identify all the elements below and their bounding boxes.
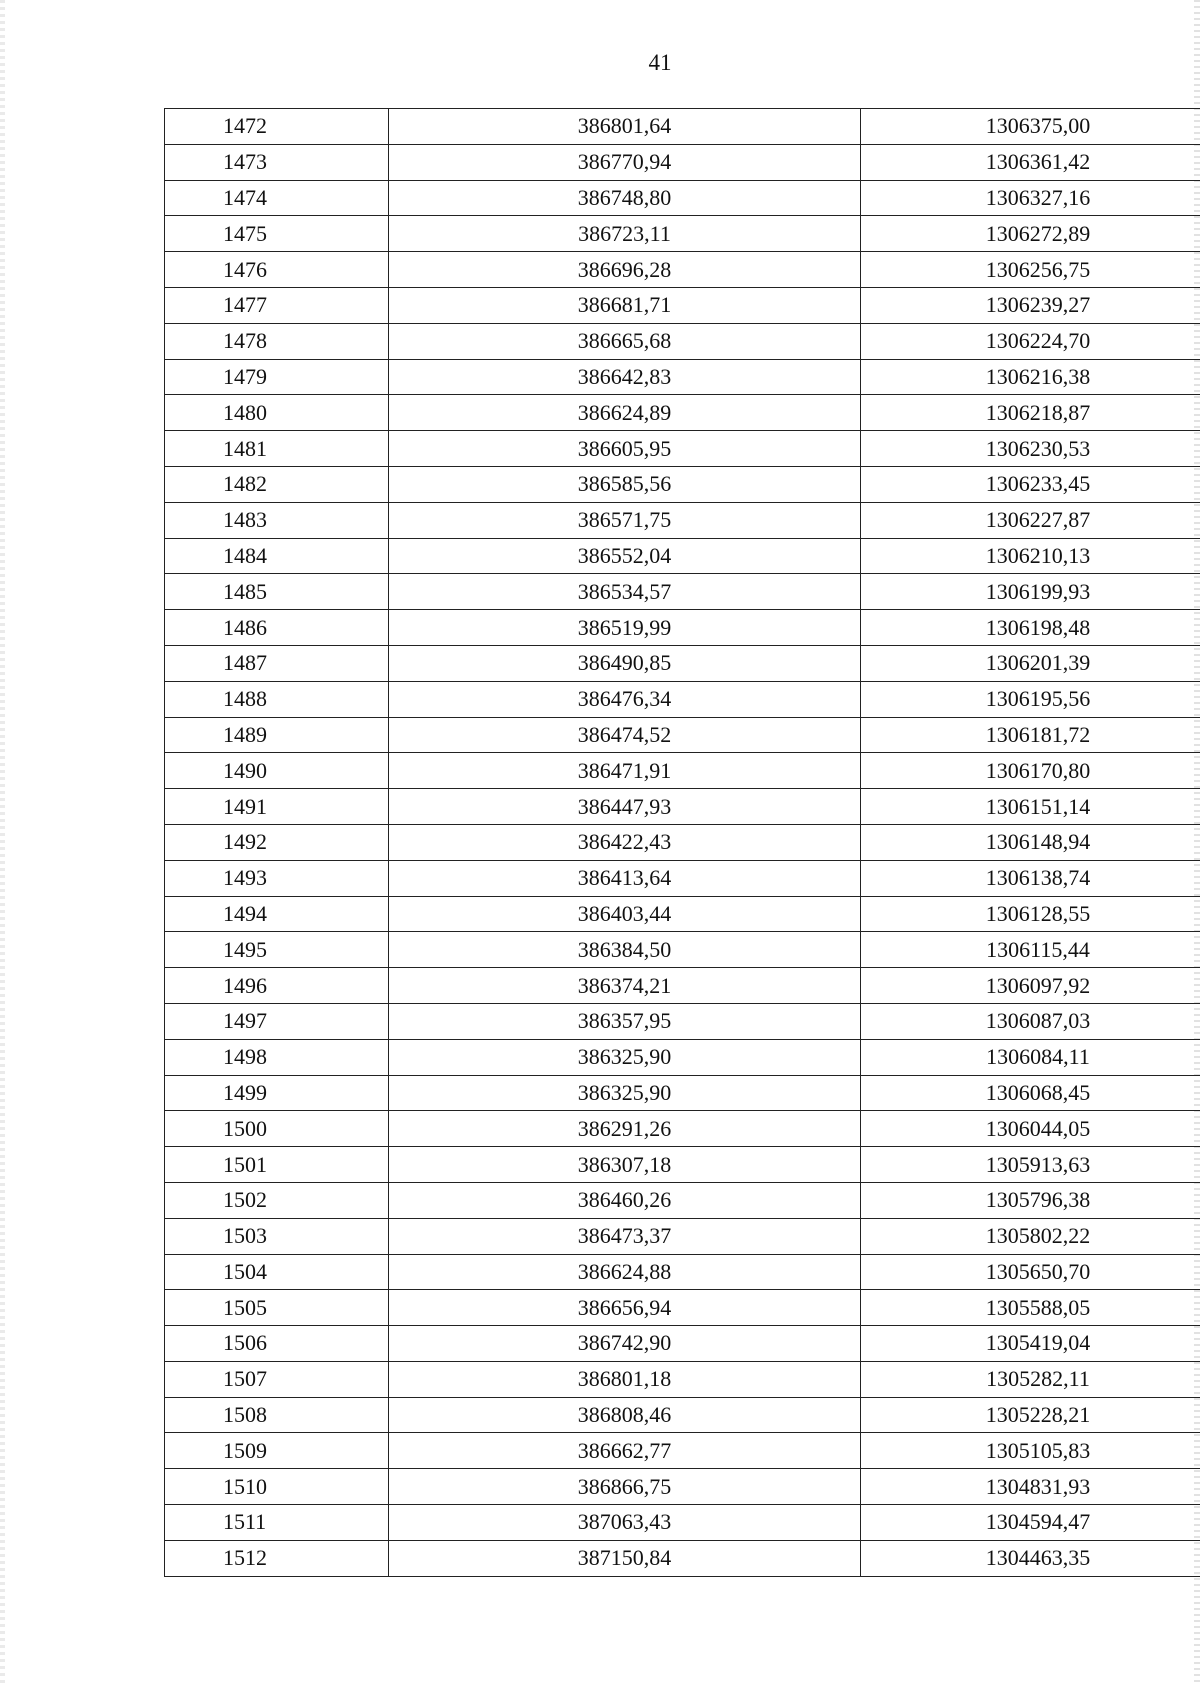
x-coordinate-cell: 386696,28	[389, 252, 861, 288]
x-coordinate-cell: 386307,18	[389, 1147, 861, 1183]
x-coordinate-cell: 386681,71	[389, 287, 861, 323]
table-row	[165, 932, 1200, 968]
x-coordinate-cell: 387150,84	[389, 1540, 861, 1576]
y-coordinate-cell: 1305228,21	[861, 1397, 1200, 1433]
x-coordinate-cell: 386748,80	[389, 180, 861, 216]
table-row	[165, 466, 1200, 502]
table-row	[165, 1540, 1200, 1576]
y-coordinate-cell: 1306230,53	[861, 431, 1200, 467]
x-coordinate-cell: 386291,26	[389, 1111, 861, 1147]
x-coordinate-cell: 386866,75	[389, 1469, 861, 1505]
y-coordinate-cell: 1306218,87	[861, 395, 1200, 431]
point-number-cell: 1487	[165, 645, 389, 681]
point-number-cell: 1503	[165, 1218, 389, 1254]
y-coordinate-cell: 1305282,11	[861, 1361, 1200, 1397]
point-number-cell: 1501	[165, 1147, 389, 1183]
y-coordinate-cell: 1306361,42	[861, 144, 1200, 180]
y-coordinate-cell: 1305913,63	[861, 1147, 1200, 1183]
x-coordinate-cell: 386642,83	[389, 359, 861, 395]
table-row	[165, 681, 1200, 717]
table-row	[165, 968, 1200, 1004]
y-coordinate-cell: 1305650,70	[861, 1254, 1200, 1290]
y-coordinate-cell: 1304831,93	[861, 1469, 1200, 1505]
page-number: 41	[648, 50, 672, 75]
coordinates-table-body	[165, 109, 1200, 1577]
x-coordinate-cell: 386801,18	[389, 1361, 861, 1397]
point-number-cell: 1472	[165, 109, 389, 145]
point-number-cell: 1475	[165, 216, 389, 252]
x-coordinate-cell: 386384,50	[389, 932, 861, 968]
x-coordinate-cell: 386413,64	[389, 860, 861, 896]
x-coordinate-cell: 386374,21	[389, 968, 861, 1004]
table-row	[165, 1254, 1200, 1290]
table-row	[165, 1361, 1200, 1397]
table-row	[165, 1290, 1200, 1326]
point-number-cell: 1483	[165, 502, 389, 538]
x-coordinate-cell: 386552,04	[389, 538, 861, 574]
y-coordinate-cell: 1306198,48	[861, 610, 1200, 646]
y-coordinate-cell: 1304463,35	[861, 1540, 1200, 1576]
x-coordinate-cell: 386605,95	[389, 431, 861, 467]
table-row	[165, 1147, 1200, 1183]
point-number-cell: 1494	[165, 896, 389, 932]
point-number-cell: 1499	[165, 1075, 389, 1111]
x-coordinate-cell: 386473,37	[389, 1218, 861, 1254]
y-coordinate-cell: 1306115,44	[861, 932, 1200, 968]
y-coordinate-cell: 1306201,39	[861, 645, 1200, 681]
y-coordinate-cell: 1306170,80	[861, 753, 1200, 789]
point-number-cell: 1491	[165, 789, 389, 825]
x-coordinate-cell: 386723,11	[389, 216, 861, 252]
x-coordinate-cell: 386534,57	[389, 574, 861, 610]
table-row	[165, 216, 1200, 252]
x-coordinate-cell: 386656,94	[389, 1290, 861, 1326]
point-number-cell: 1510	[165, 1469, 389, 1505]
table-row	[165, 860, 1200, 896]
x-coordinate-cell: 386808,46	[389, 1397, 861, 1433]
y-coordinate-cell: 1306138,74	[861, 860, 1200, 896]
y-coordinate-cell: 1306272,89	[861, 216, 1200, 252]
table-row	[165, 1218, 1200, 1254]
table-row	[165, 359, 1200, 395]
point-number-cell: 1478	[165, 323, 389, 359]
x-coordinate-cell: 386490,85	[389, 645, 861, 681]
table-row	[165, 574, 1200, 610]
y-coordinate-cell: 1305796,38	[861, 1182, 1200, 1218]
table-row	[165, 1003, 1200, 1039]
table-row	[165, 252, 1200, 288]
table-row	[165, 538, 1200, 574]
x-coordinate-cell: 386665,68	[389, 323, 861, 359]
y-coordinate-cell: 1305105,83	[861, 1433, 1200, 1469]
x-coordinate-cell: 386403,44	[389, 896, 861, 932]
y-coordinate-cell: 1306227,87	[861, 502, 1200, 538]
x-coordinate-cell: 386742,90	[389, 1326, 861, 1362]
table-row	[165, 431, 1200, 467]
point-number-cell: 1512	[165, 1540, 389, 1576]
point-number-cell: 1506	[165, 1326, 389, 1362]
x-coordinate-cell: 386662,77	[389, 1433, 861, 1469]
table-row	[165, 896, 1200, 932]
coordinates-table	[164, 108, 1200, 1577]
table-row	[165, 1505, 1200, 1541]
table-row	[165, 1182, 1200, 1218]
point-number-cell: 1507	[165, 1361, 389, 1397]
x-coordinate-cell: 386770,94	[389, 144, 861, 180]
table-row	[165, 287, 1200, 323]
point-number-cell: 1481	[165, 431, 389, 467]
point-number-cell: 1480	[165, 395, 389, 431]
x-coordinate-cell: 386325,90	[389, 1039, 861, 1075]
point-number-cell: 1486	[165, 610, 389, 646]
point-number-cell: 1492	[165, 824, 389, 860]
table-row	[165, 645, 1200, 681]
table-row	[165, 753, 1200, 789]
y-coordinate-cell: 1306097,92	[861, 968, 1200, 1004]
point-number-cell: 1496	[165, 968, 389, 1004]
table-row	[165, 180, 1200, 216]
point-number-cell: 1511	[165, 1505, 389, 1541]
table-row	[165, 1326, 1200, 1362]
point-number-cell: 1497	[165, 1003, 389, 1039]
point-number-cell: 1484	[165, 538, 389, 574]
point-number-cell: 1504	[165, 1254, 389, 1290]
table-row	[165, 1397, 1200, 1433]
x-coordinate-cell: 386476,34	[389, 681, 861, 717]
point-number-cell: 1477	[165, 287, 389, 323]
y-coordinate-cell: 1306256,75	[861, 252, 1200, 288]
y-coordinate-cell: 1306044,05	[861, 1111, 1200, 1147]
table-row	[165, 109, 1200, 145]
point-number-cell: 1490	[165, 753, 389, 789]
table-row	[165, 144, 1200, 180]
table-row	[165, 1469, 1200, 1505]
point-number-cell: 1495	[165, 932, 389, 968]
x-coordinate-cell: 386624,88	[389, 1254, 861, 1290]
point-number-cell: 1502	[165, 1182, 389, 1218]
x-coordinate-cell: 386624,89	[389, 395, 861, 431]
y-coordinate-cell: 1306084,11	[861, 1039, 1200, 1075]
table-row	[165, 1039, 1200, 1075]
point-number-cell: 1509	[165, 1433, 389, 1469]
y-coordinate-cell: 1306068,45	[861, 1075, 1200, 1111]
point-number-cell: 1485	[165, 574, 389, 610]
y-coordinate-cell: 1305802,22	[861, 1218, 1200, 1254]
y-coordinate-cell: 1306233,45	[861, 466, 1200, 502]
table-row	[165, 1433, 1200, 1469]
table-row	[165, 395, 1200, 431]
y-coordinate-cell: 1306224,70	[861, 323, 1200, 359]
table-row	[165, 717, 1200, 753]
point-number-cell: 1473	[165, 144, 389, 180]
y-coordinate-cell: 1306210,13	[861, 538, 1200, 574]
scan-edge-left	[0, 0, 5, 1686]
table-row	[165, 824, 1200, 860]
point-number-cell: 1479	[165, 359, 389, 395]
x-coordinate-cell: 387063,43	[389, 1505, 861, 1541]
table-row	[165, 502, 1200, 538]
y-coordinate-cell: 1306239,27	[861, 287, 1200, 323]
point-number-cell: 1493	[165, 860, 389, 896]
y-coordinate-cell: 1306216,38	[861, 359, 1200, 395]
x-coordinate-cell: 386585,56	[389, 466, 861, 502]
x-coordinate-cell: 386519,99	[389, 610, 861, 646]
y-coordinate-cell: 1306151,14	[861, 789, 1200, 825]
table-row	[165, 1075, 1200, 1111]
x-coordinate-cell: 386422,43	[389, 824, 861, 860]
point-number-cell: 1498	[165, 1039, 389, 1075]
point-number-cell: 1488	[165, 681, 389, 717]
point-number-cell: 1474	[165, 180, 389, 216]
y-coordinate-cell: 1306327,16	[861, 180, 1200, 216]
x-coordinate-cell: 386460,26	[389, 1182, 861, 1218]
y-coordinate-cell: 1305588,05	[861, 1290, 1200, 1326]
y-coordinate-cell: 1306375,00	[861, 109, 1200, 145]
y-coordinate-cell: 1306195,56	[861, 681, 1200, 717]
point-number-cell: 1505	[165, 1290, 389, 1326]
x-coordinate-cell: 386447,93	[389, 789, 861, 825]
y-coordinate-cell: 1306148,94	[861, 824, 1200, 860]
point-number-cell: 1476	[165, 252, 389, 288]
x-coordinate-cell: 386474,52	[389, 717, 861, 753]
point-number-cell: 1508	[165, 1397, 389, 1433]
point-number-cell: 1500	[165, 1111, 389, 1147]
table-row	[165, 789, 1200, 825]
y-coordinate-cell: 1305419,04	[861, 1326, 1200, 1362]
table-row	[165, 323, 1200, 359]
x-coordinate-cell: 386325,90	[389, 1075, 861, 1111]
table-row	[165, 610, 1200, 646]
x-coordinate-cell: 386571,75	[389, 502, 861, 538]
y-coordinate-cell: 1306087,03	[861, 1003, 1200, 1039]
y-coordinate-cell: 1306128,55	[861, 896, 1200, 932]
point-number-cell: 1489	[165, 717, 389, 753]
y-coordinate-cell: 1306181,72	[861, 717, 1200, 753]
y-coordinate-cell: 1304594,47	[861, 1505, 1200, 1541]
x-coordinate-cell: 386471,91	[389, 753, 861, 789]
point-number-cell: 1482	[165, 466, 389, 502]
y-coordinate-cell: 1306199,93	[861, 574, 1200, 610]
table-row	[165, 1111, 1200, 1147]
x-coordinate-cell: 386357,95	[389, 1003, 861, 1039]
x-coordinate-cell: 386801,64	[389, 109, 861, 145]
